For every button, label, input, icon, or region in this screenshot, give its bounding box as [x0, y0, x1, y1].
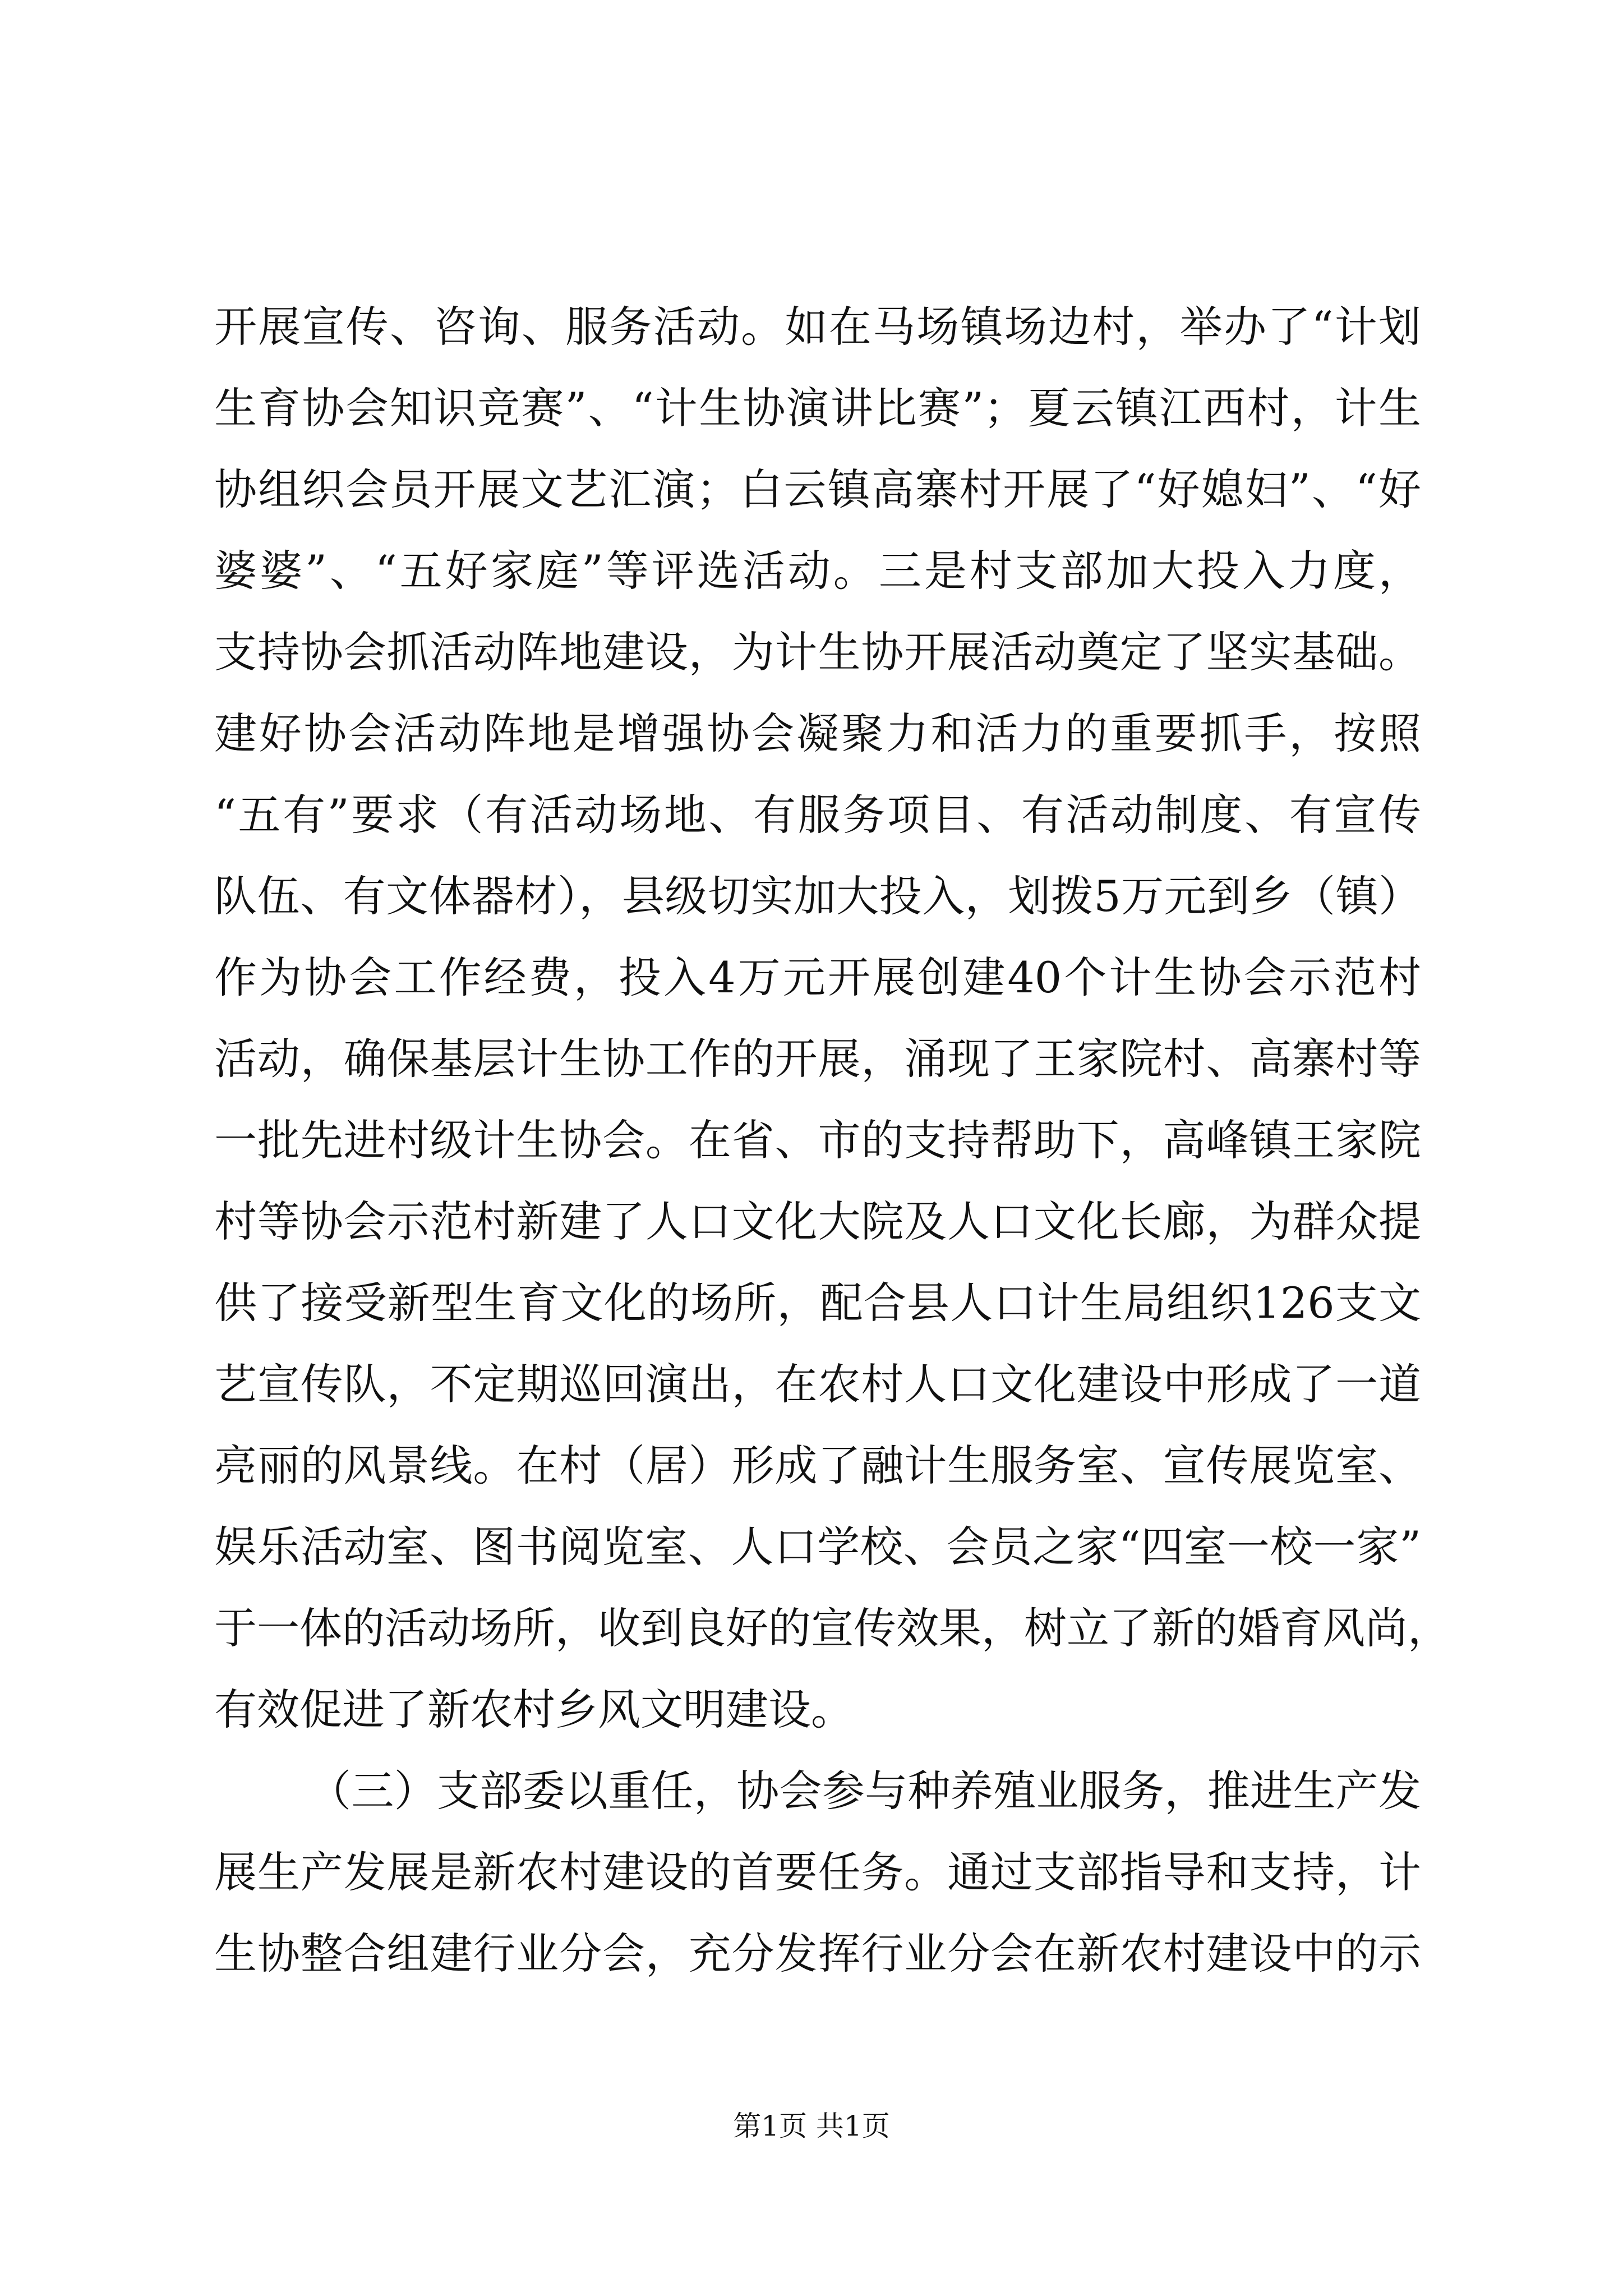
- text-line-6: 建好协会活动阵地是增强协会凝聚力和活力的重要抓手，按照: [214, 708, 1421, 758]
- text-line-15: 亮丽的风景线。在村（居）形成了融计生服务室、宣传展览室、: [214, 1441, 1421, 1490]
- text-line-3: 协组织会员开展文艺汇演；白云镇高寨村开展了“好媳妇”、“好: [214, 464, 1421, 514]
- page-footer: 第1页 共1页: [733, 2110, 890, 2142]
- text-line-12: 村等协会示范村新建了人口文化大院及人口文化长廊，为群众提: [214, 1197, 1421, 1246]
- text-line-5: 支持协会抓活动阵地建设，为计生协开展活动奠定了坚实基础。: [214, 627, 1421, 677]
- text-line-16: 娱乐活动室、图书阅览室、人口学校、会员之家“四室一校一家”: [214, 1522, 1421, 1572]
- text-line-17: 于一体的活动场所，收到良好的宣传效果，树立了新的婚育风尚，: [214, 1603, 1450, 1653]
- text-line-19: （三）支部委以重任，协会参与种养殖业服务，推进生产发: [308, 1766, 1421, 1816]
- text-line-9: 作为协会工作经费，投入4万元开展创建40个计生协会示范村: [214, 953, 1421, 1002]
- text-line-2: 生育协会知识竞赛”、“计生协演讲比赛”；夏云镇江西村，计生: [214, 383, 1421, 433]
- document-body: [214, 286, 1450, 1994]
- text-line-13: 供了接受新型生育文化的场所，配合县人口计生局组织126支文: [214, 1278, 1421, 1328]
- text-line-21: 生协整合组建行业分会，充分发挥行业分会在新农村建设中的示: [214, 1929, 1421, 1978]
- text-line-8: 队伍、有文体器材），县级切实加大投入，划拨5万元到乡（镇）: [214, 871, 1421, 921]
- text-line-4: 婆婆”、“五好家庭”等评选活动。三是村支部加大投入力度，: [214, 546, 1421, 596]
- text-line-14: 艺宣传队，不定期巡回演出，在农村人口文化建设中形成了一道: [214, 1359, 1421, 1409]
- text-line-10: 活动，确保基层计生协工作的开展，涌现了王家院村、高寨村等: [214, 1034, 1421, 1084]
- text-line-1: 开展宣传、咨询、服务活动。如在马场镇场边村，举办了“计划: [214, 302, 1421, 352]
- text-line-18: 有效促进了新农村乡风文明建设。: [214, 1685, 854, 1734]
- text-line-7: “五有”要求（有活动场地、有服务项目、有活动制度、有宣传: [214, 790, 1421, 840]
- text-line-20: 展生产发展是新农村建设的首要任务。通过支部指导和支持，计: [214, 1847, 1421, 1897]
- text-line-11: 一批先进村级计生协会。在省、市的支持帮助下，高峰镇王家院: [214, 1115, 1421, 1165]
